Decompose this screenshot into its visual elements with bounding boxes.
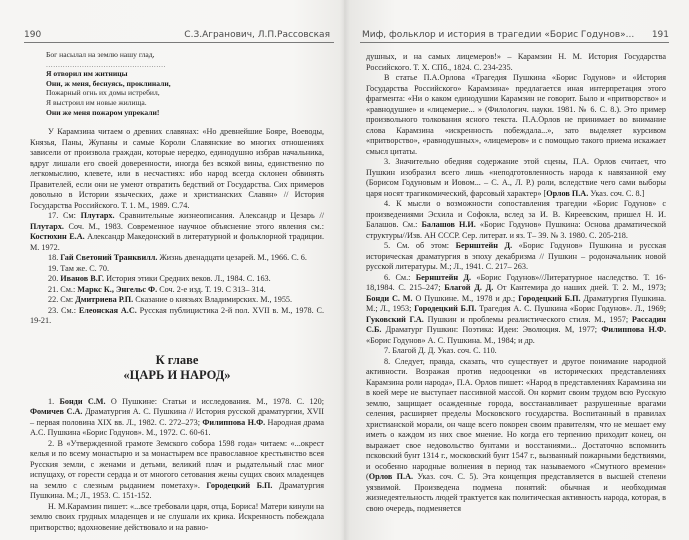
note-author: Городецкий Б.П. — [206, 480, 273, 490]
note-text: «Борис Годунов» Пушкина: Основа драматической структуры//Изв. АН СССР. Сер. литерат. и яз. Т– 39. № 3. 1980. С. 205-218. — [366, 220, 666, 240]
note-author: Рассадин С.Б. — [366, 314, 666, 334]
note-text: Сравнительные жизнеописания. Александр и Цезарь // — [114, 211, 324, 221]
note-author: Орлов П.А. — [368, 472, 414, 481]
paragraph-karamzin-quote: У Карамзина читаем о древних славянах: «Но древнейшие Бояре, Воеводы, Князья, Паны, Жупаны и самые Короли Славянские во многих отношениях зависели от произвола граждан, которые нередко, единодушно избрав начальника, вдруг лишали его своей доверенности, иногда без всякой вины, единственно по легкомыслию, клевете, или в несчастиях: ибо народ всегда склонен обвинять Правителей, если они не умеют отвратить бедствий от Государства. Сих примеров довольно в Истории языческих, даже и христианских Славян» // История Государства Российского. Т. 1. М., 1989. С.74. — [30, 127, 324, 210]
note-text: История этики Средних веков. Л., 1984. С. 163. — [104, 274, 271, 284]
note-text: Жизнь двенадцати цезарей. М., 1966. С. 6. — [157, 253, 307, 263]
note-text: Народная драма А.С. Пушкина «Борис Годунов». М., 1972. С. 60-61. — [30, 417, 324, 438]
chapter-note-8 — [366, 357, 666, 515]
note-text: Соч. 2-е изд. Т. 19. С 313– 314. — [157, 284, 266, 294]
right-running-header — [362, 26, 669, 40]
note-author: Бонди С.М. — [59, 396, 106, 406]
note-text: «Борис Годунов» Пушкина и русская историческая драматургия в эпоху декабризма // Пушкин – родоначальник новой русской литературы. М.; Л., 1941. С. 217– 263. — [366, 241, 666, 271]
verse-line: Пожарный огнь их домы истребил, — [46, 88, 160, 98]
page-number-left: 190 — [24, 30, 42, 40]
running-head-authors: С.З.Агранович, Л.П.Рассовская — [184, 30, 330, 40]
chapter-note-1 — [30, 397, 324, 439]
paragraph-karamzin-writes: Н. М.Карамзин пишет: «...все требовали царя, отца, Бориса! Матери кинули на землю своих грудных младенцев и не слушали их крика. Искренность побеждала притворство; вдохновение действовало и на равно- — [30, 501, 324, 532]
verse-line: Они же меня пожаром упрекали! — [46, 107, 160, 117]
verse-ellipsis: .................................................. — [46, 59, 166, 69]
note-author: Маркс К., Энгельс Ф. — [77, 284, 158, 294]
verse-line: Бог насылал на землю нашу глад, — [46, 50, 155, 59]
note-text: 3. Значительно обедняя содержание этой сцены, П.А. Орлов считает, что Пушкин изобразил всего лишь «неподготовленность народа к навязанной ему (Борисом Годуновым и Иовом... – С. А., Л. Р.) роли, вследствие чего сами выборы царя носят трагикомический, фарсовый характер» [ — [366, 157, 666, 198]
note-author: Благой Д. Д. — [444, 283, 494, 292]
note-author: Городецкий Б.П. — [414, 304, 477, 313]
note-text: Соч. М., 1983. Современное научное объяснение этого явления см.: — [63, 221, 324, 231]
note-text: Трагедия А. С. Пушкина «Борис Годунов». Л., 1969; — [476, 304, 666, 313]
note-text: 2. В «Утвержденной грамоте Земского собора 1598 года» читаем: «...окрест келья и по всему монастырю и за монастырем все православное крестьянство всея Русския земли, с женами и детьми, великий плач и рыдательный глас миог испущаху, от горести сердца и от многого сетования жены сущих своих младенцев на землю с слезным рыданием пометаху». — [30, 438, 324, 490]
note-text: Александр Македонский в литературной и фольклорной традиции. М. 1972. — [30, 232, 324, 252]
page-number-right: 191 — [651, 30, 669, 40]
note-author: Городецкий Б.П. — [518, 293, 581, 303]
note-author: Филиппова Н.Ф. — [202, 417, 266, 427]
paragraph-orlov: В статье П.А.Орлова «Трагедия Пушкина «Борис Годунов» и «История Государства Российского» Карамзина» предлагается иная интерпретация этого фрагмента: «Ни о каком единодушии Карамзин не говорит. Было и «притворство» и «равнодушие» и «лицемерие... » (Филологич. науки. 1981. № 6. С. 8.). Это пример произвольного толкования ясного текста. П.А.Орлов не принимает во внимание слова Карамзина «искренность побеждала...», зато выделяет курсивом «притворство», «равнодушных», «лицемеров» и с помощью такого приема искажает смысл цитаты. — [366, 73, 666, 156]
chapter-heading-title: «ЦАРЬ И НАРОД» — [123, 367, 231, 382]
chapter-note-3 — [366, 157, 666, 199]
footnote-21 — [30, 285, 324, 296]
note-text: 8. Следует, правда, сказать, что существует и другое понимание народной активности. Возражая против недооценки «в исторических представлениях Карамзина роли народа», П.А. Орлов пишет: «Народ в представлениях Карамзина ни в коей мере не выступает пассивной массой. Он кормит своим трудом всю Русскую землю, защищает осажденные города, восстанавливает разрушенные врагами селения, расширяет пределы Московского государства. Воспитанный в правилах христианской морали, он чаще всего покорен своим правителям, что не мешает ему иметь о каждом из них свое мнение. Но когда его терпению приходит конец, он выражает свое недовольство бунтами и восстаниями... Достаточно вспомнить псковский бунт 1314 г., московский бунт 1547 г., вызванный пожарными бедствиями, и особенно народные волнения в период так называемого «Смутного времени» ( — [366, 356, 666, 481]
left-page-body — [30, 50, 324, 533]
note-text: 21. См.: — [48, 284, 78, 294]
note-text: Драматургия Пушкина. М.; Л., 1953; — [366, 293, 667, 313]
note-author: Фомичев С.А. — [30, 407, 83, 417]
note-author: Дмитриева Р.П. — [75, 295, 134, 305]
verse-quote — [46, 50, 324, 117]
chapter-heading — [30, 353, 324, 383]
footnote-20 — [30, 274, 324, 285]
book-gutter — [340, 0, 350, 540]
note-author: Костюхин Е.А. — [30, 232, 85, 242]
note-author: Иванов В.Г. — [60, 274, 105, 284]
note-text: 4. К мысли о возможности сопоставления трагедии «Борис Годунов» с произведениями Эсхила и Софокла, вслед за И. В. Киреевским, пришел Н. И. Балашов. См.: — [366, 199, 666, 229]
note-author: Гай Светоний Транквилл. — [60, 253, 158, 263]
running-head-title: Миф, фольклор и история в трагедии «Борис Годунов»... — [362, 30, 635, 40]
note-text: 18. — [48, 253, 61, 263]
footnote-19: 19. Там же. С. 70. — [48, 263, 110, 273]
note-text: Сказание о князьях Владимирских. М., 1955. — [133, 295, 293, 305]
chapter-note-4 — [366, 199, 666, 241]
note-author: Плутарх. — [80, 211, 115, 221]
note-text: Русская публицистика 2-й пол. XVII в. М., 1978. С. 19-21. — [30, 305, 325, 326]
note-text: О Пушкине: Статьи и исследования. М., 1978. С. 120; — [105, 396, 325, 406]
note-author: Филиппова Н.Ф. — [601, 325, 666, 334]
chapter-note-6 — [366, 273, 666, 347]
verse-line: Они, ж меня, беснуясь, проклинали, — [46, 78, 171, 88]
note-author: Бернштейн Д. — [415, 272, 472, 282]
header-rule-right — [360, 42, 669, 43]
note-text: 23. См.: — [48, 305, 79, 315]
note-text: Драматург Пушкин: Поэтика: Идеи: Эволюция. М, 1977; — [381, 325, 602, 334]
note-author: Плутарх. — [30, 221, 64, 231]
note-text: О Пушкине. М., 1978 и др.; — [412, 293, 519, 303]
footnote-18 — [30, 253, 324, 264]
footnote-17 — [30, 211, 324, 253]
right-page-body — [366, 52, 666, 514]
note-author: Орлов П.А. — [546, 188, 589, 198]
note-author: Гуковский Г.А. — [366, 314, 424, 324]
verse-line: Я отворил им житницы — [46, 69, 128, 79]
note-author: Бонди С. М. — [366, 293, 413, 303]
note-text: Драматургия А. С. Пушкина // История русской драматургии, XVII – первая половина XIX вв. Л., 1982. С. 272–273; — [30, 407, 325, 427]
note-text: «Борис Годунов»//Литературное наследство. Т. 16-18,1984. С. 215–247; — [366, 272, 666, 292]
note-text: 17. См: — [48, 211, 81, 221]
note-text: 5. См. об этом: — [384, 241, 456, 250]
note-author: Елеонская А.С. — [78, 305, 137, 315]
note-text: Драматургия Пушкина. М.; Л., 1953. С. 151-152. — [30, 480, 325, 501]
footnote-22 — [30, 295, 324, 306]
chapter-note-7: 7. Благой Д. Д. Указ. соч. С. 110. — [384, 346, 497, 355]
note-text: 6. См.: — [384, 272, 416, 282]
note-text: «Борис Годунов» А. С. Пушкина. М., 1984; и др. — [366, 335, 535, 345]
continued-text: душных, и на самых лицемеров!» – Карамзин Н. М. История Государства Российского. Т. Х. СПб., 1824. С. 234-235. — [366, 52, 666, 72]
left-running-header — [24, 26, 330, 40]
note-text: Указ. соч. С. 5). Эта концепция представляется в высшей степени уязвимой. Произведена подмена понятий: обычная и необходимая жизнедеятельность людей трактуется как политическая активность народа, которая, в свою очередь, подменяется — [366, 472, 666, 513]
note-text: От Кантемира до наших дней. Т. 2. М., 1973; — [493, 283, 666, 292]
chapter-note-2 — [30, 439, 324, 502]
chapter-heading-line1: К главе — [155, 352, 199, 367]
note-author: Бернштейн Д. — [455, 241, 513, 250]
left-page — [0, 0, 344, 540]
verse-line: Я выстроил им новые жилища. — [46, 97, 147, 107]
chapter-note-5 — [366, 241, 666, 273]
note-text: 20. — [48, 274, 61, 284]
footnote-23 — [30, 306, 324, 327]
note-author: Балашов Н.И. — [421, 220, 476, 229]
header-rule-left — [24, 42, 334, 43]
note-text: Указ. соч. С. 8.] — [588, 188, 645, 198]
note-text: Пушкин и проблемы реалистического стиля. М., 1957; — [423, 314, 632, 324]
note-text: 22. См: — [48, 295, 76, 305]
right-page — [344, 0, 689, 540]
note-text: 1. — [48, 396, 60, 406]
